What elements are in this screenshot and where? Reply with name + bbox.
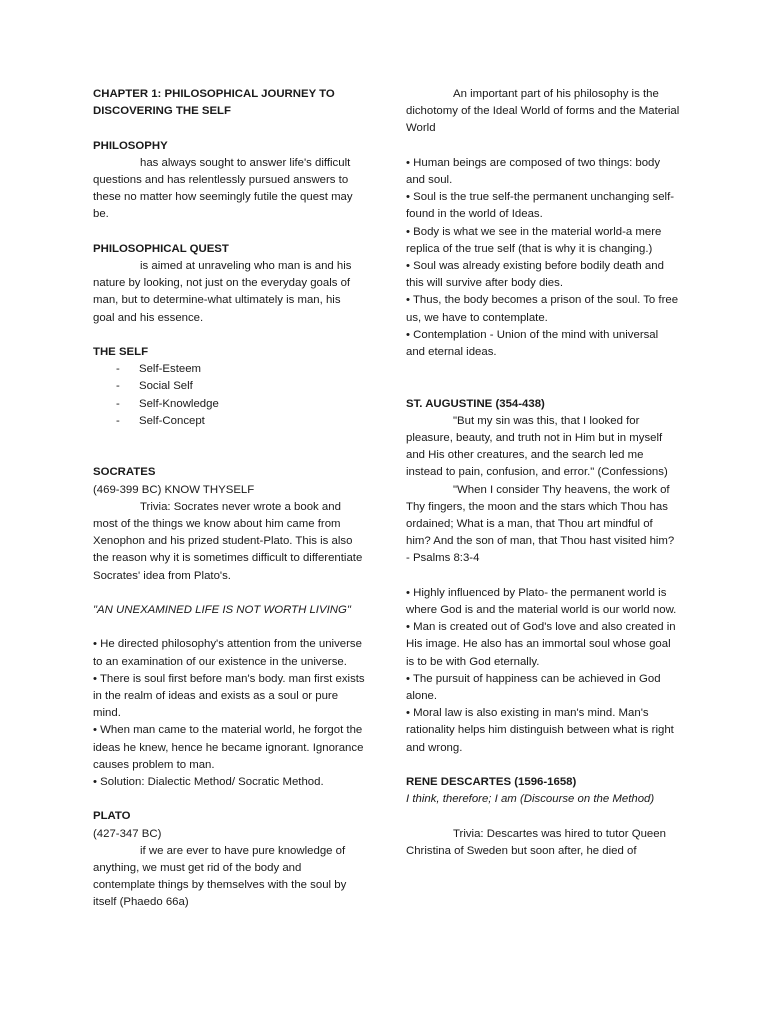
philosophy-heading: PHILOSOPHY [93,139,168,152]
augustine-quote: "But my sin was this, that I looked for pleasure, beauty, and truth not in Him but in myself and His other creatures, and the search led me instead to pain, confusion, and error." (Confessions) [406,414,668,479]
socrates-quote: "AN UNEXAMINED LIFE IS NOT WORTH LIVING" [93,604,351,617]
augustine-heading: ST. AUGUSTINE (354-438) [406,397,545,410]
self-list [93,361,365,430]
augustine-bullet: • Highly influenced by Plato- the permanent world is where God is and the material world is our world now. [406,586,677,617]
self-item: Self-Concept [139,414,205,427]
plato-heading: PLATO [93,810,131,823]
dash-marker: - [116,380,120,393]
self-item: Self-Knowledge [139,397,219,410]
augustine-quote: "When I consider Thy heavens, the work of Thy fingers, the moon and the stars which Thou has ordained; What is a man, that Thou art mindful of him? And the son of man, that Thou hast visited him? [406,483,675,548]
descartes-trivia: Trivia: Descartes was hired to tutor Queen Christina of Sweden but soon after, he died of [406,827,666,857]
self-heading: THE SELF [93,346,149,358]
socrates-heading: SOCRATES [93,466,156,479]
socrates-bullet: • He directed philosophy's attention from the universe to an examination of our existence in the universe. [93,638,362,668]
plato-text: if we are ever to have pure knowledge of anything, we must get rid of the body and contemplate things by themselves with the soul by itself (Phaedo 66a) [93,844,347,909]
plato-bullet: • Soul was already existing before bodily death and this will survive after body dies. [406,260,664,290]
plato-bullet: • Contemplation - Union of the mind with universal and eternal ideas. [406,328,659,359]
socrates-dates: (469-399 BC) KNOW THYSELF [93,483,255,496]
quest-heading: PHILOSOPHICAL QUEST [93,242,229,255]
self-item: Self-Esteem [139,363,202,376]
quest-text: is aimed at unraveling who man is and his nature by looking, not just on the everyday goals of man, but to determine-what ultimately is man, his goal and his essence. [93,260,352,324]
augustine-bullet: • Moral law is also existing in man's mind. Man's rationality helps him distinguish between what is right and wrong. [406,707,674,754]
dash-marker: - [116,363,120,376]
descartes-subtitle: I think, therefore; I am (Discourse on the Method) [406,793,655,806]
socrates-bullet: • There is soul first before man's body. man first exists in the realm of ideas and exists as a soul or pure mind. [93,672,365,720]
plato-bullet: • Body is what we see in the material world-a mere replica of the true self (that is why it is changing.) [406,225,662,255]
plato-bullet: • Thus, the body becomes a prison of the soul. To free us, we have to contemplate. [406,294,679,324]
descartes-heading: RENE DESCARTES (1596-1658) [406,776,577,789]
plato-intro: An important part of his philosophy is the dichotomy of the Ideal World of forms and the Material World [406,88,680,135]
list-item [93,396,365,413]
list-item [93,378,365,395]
right-column [406,86,680,860]
augustine-bullet: • Man is created out of God's love and also created in His image. He also has an immortal soul whose goal is to be with God eternally. [406,621,676,668]
list-item [93,413,365,430]
augustine-bullet: • The pursuit of happiness can be achieved in God alone. [406,672,661,703]
plato-bullet: • Human beings are composed of two things: body and soul. [406,156,661,186]
chapter-title: CHAPTER 1: PHILOSOPHICAL JOURNEY TO DISCOVERING THE SELF [93,88,335,118]
augustine-psalm: - Psalms 8:3-4 [406,552,480,565]
plato-dates: (427-347 BC) [93,827,162,840]
dash-marker: - [116,414,120,427]
list-item [93,361,365,378]
dash-marker: - [116,397,120,410]
socrates-bullet: • Solution: Dialectic Method/ Socratic Method. [93,776,324,789]
philosophy-text: has always sought to answer life's difficult questions and has relentlessly pursued answers to these no matter how seemingly futile the quest may be. [93,156,353,221]
self-item: Social Self [139,380,193,393]
left-column [93,86,365,912]
socrates-trivia: Trivia: Socrates never wrote a book and most of the things we know about him came from Xenophon and his prized student-Plato. This is also the reason why it is sometimes difficult to differentiate Socrates' idea from Plato's. [93,500,363,582]
plato-bullet: • Soul is the true self-the permanent unchanging self-found in the world of Ideas. [406,191,675,221]
socrates-bullet: • When man came to the material world, he forgot the ideas he knew, hence he became ignorant. Ignorance causes problem to man. [93,724,364,771]
